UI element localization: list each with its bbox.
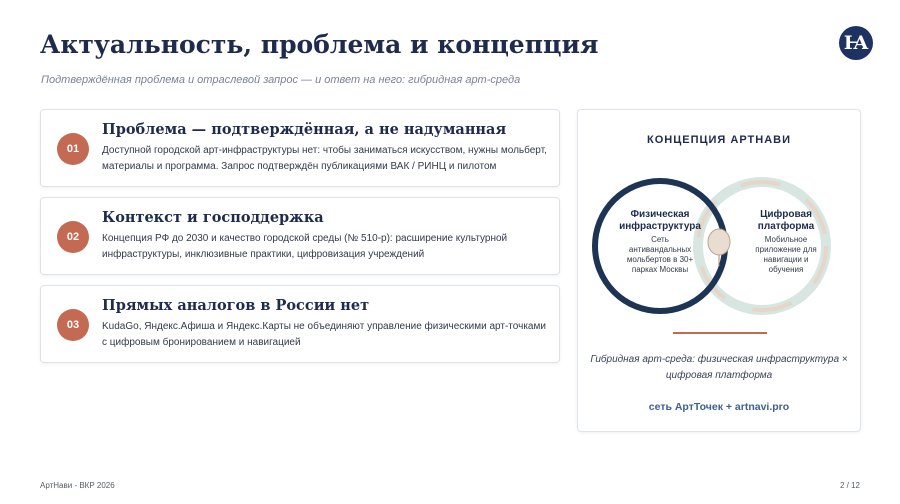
left-circle-text-3: мольбертов в 30+ xyxy=(626,255,694,264)
balloon-icon xyxy=(708,229,730,266)
right-circle-title-2: платформа xyxy=(757,221,815,232)
point-card-problem xyxy=(40,109,560,187)
concept-panel xyxy=(577,109,861,432)
point-text: Концепция РФ до 2030 и качество городской среды (№ 510-р): расширение культурной инфраструктуры, инклюзивные практики, цифровизация учреждений xyxy=(102,233,508,260)
accent-divider xyxy=(673,332,767,334)
point-title: Прямых аналогов в России нет xyxy=(102,297,370,314)
right-circle-text-1: Мобильное xyxy=(764,235,808,244)
page-subtitle: Подтверждённая проблема и отраслевой запрос — и ответ на него: гибридная арт-среда xyxy=(41,74,521,86)
point-text: KudaGo, Яндекс.Афиша и Яндекс.Карты не объединяют управление физическими арт-точками с цифровым бронированием и навигацией xyxy=(102,321,546,348)
point-title: Проблема — подтверждённая, а не надуманная xyxy=(102,121,507,138)
venn-diagram xyxy=(578,170,862,320)
point-number-badge: 03 xyxy=(57,309,89,341)
point-number-badge: 02 xyxy=(57,221,89,253)
concept-caption: Гибридная арт-среда: физическая инфраструктура × цифровая платформа xyxy=(590,354,848,381)
right-circle-text-2: приложение для xyxy=(755,245,817,254)
page-title: Актуальность, проблема и концепция xyxy=(40,30,599,59)
right-circle-title-1: Цифровая xyxy=(760,209,812,220)
left-circle-text-1: Сеть xyxy=(651,235,669,244)
concept-title: КОНЦЕПЦИЯ АРТНАВИ xyxy=(647,134,791,146)
point-card-analogs xyxy=(40,285,560,363)
point-number-badge: 01 xyxy=(57,133,89,165)
footer-project-label: АртНави - ВКР 2026 xyxy=(40,481,115,490)
point-text: Доступной городской арт-инфраструктуры нет: чтобы заниматься искусством, нужны мольберт, материалы и программа. Запрос подтверждён публикациями ВАК / РИНЦ и пилотом xyxy=(102,145,547,172)
left-circle-title-2: инфраструктура xyxy=(619,221,701,232)
point-title: Контекст и господдержка xyxy=(102,209,324,226)
right-circle-text-3: навигации и xyxy=(763,255,809,264)
left-circle-text-4: парках Москвы xyxy=(631,265,689,274)
hse-logo-icon: Ꙗ xyxy=(839,26,873,60)
right-circle-text-4: обучения xyxy=(768,265,804,274)
concept-links: сеть АртТочек + artnavi.pro xyxy=(648,401,790,413)
left-circle-title-1: Физическая xyxy=(630,209,690,220)
left-circle-text-2: антивандальных xyxy=(628,245,692,254)
footer-page-number: 2 / 12 xyxy=(839,481,860,490)
point-card-context xyxy=(40,197,560,275)
